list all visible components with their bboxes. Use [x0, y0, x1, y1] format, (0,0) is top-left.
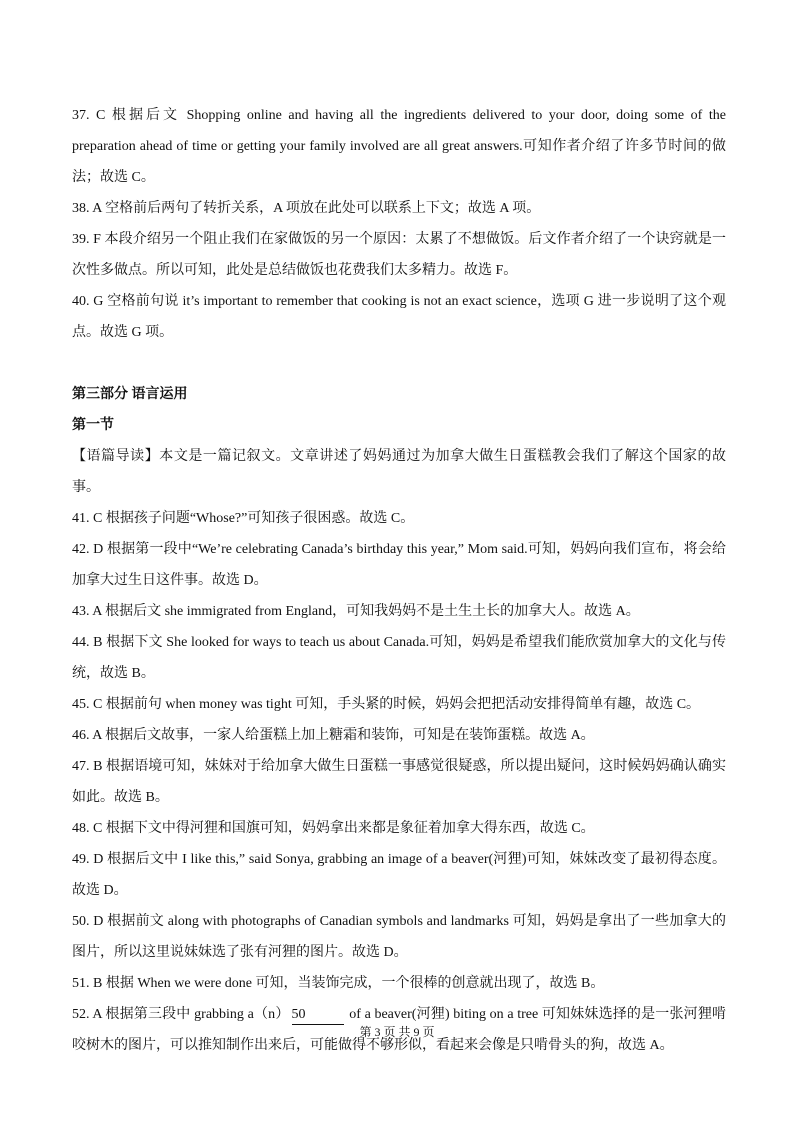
- answer-44: 44. B 根据下文 She looked for ways to teach us about Canada.可知，妈妈是希望我们能欣赏加拿大的文化与传统，故选 B。: [72, 635, 726, 681]
- page-content: [72, 100, 726, 1061]
- part-three-title: 第三部分 语言运用: [72, 387, 188, 402]
- answer-38: 38. A 空格前后两句了转折关系，A 项放在此处可以联系上下文；故选 A 项。: [72, 201, 541, 216]
- passage-guide: 【语篇导读】本文是一篇记叙文。文章讲述了妈妈通过为加拿大做生日蛋糕教会我们了解这个国家的故事。: [72, 449, 726, 495]
- section-gap: [72, 348, 726, 379]
- answer-52-rest: of a beaver(河狸) biting on a tree 可知妹妹选择的是一张河狸啃咬树木的图片，可以推知制作出来后，可能做得不够形似，看起来会像是只啃骨头的狗，故选 A。: [72, 1007, 727, 1053]
- answer-52-blank: 50: [292, 1006, 344, 1025]
- answer-46: 46. A 根据后文故事，一家人给蛋糕上加上糖霜和装饰，可知是在装饰蛋糕。故选 A。: [72, 728, 595, 743]
- answer-48: 48. C 根据下文中得河狸和国旗可知，妈妈拿出来都是象征着加拿大得东西，故选 C。: [72, 821, 595, 836]
- answer-40: 40. G 空格前句说 it’s important to remember that cooking is not an exact science，选项 G 进一步说明了这个观点。故选 G 项。: [72, 294, 726, 340]
- answer-50: 50. D 根据前文 along with photographs of Canadian symbols and landmarks 可知，妈妈是拿出了一些加拿大的图片，所以这里说妹妹选了张有河狸的图片。故选 D。: [72, 914, 726, 960]
- answer-45: 45. C 根据前句 when money was tight 可知，手头紧的时候，妈妈会把把活动安排得简单有趣，故选 C。: [72, 697, 701, 712]
- section-one-title: 第一节: [72, 418, 114, 433]
- answer-49: 49. D 根据后文中 I like this,” said Sonya, grabbing an image of a beaver(河狸)可知，妹妹改变了最初得态度。故选 D。: [72, 852, 726, 898]
- answer-39: 39. F 本段介绍另一个阻止我们在家做饭的另一个原因：太累了不想做饭。后文作者介绍了一个诀窍就是一次性多做点。所以可知，此处是总结做饭也花费我们太多精力。故选 F。: [72, 232, 726, 278]
- answer-43: 43. A 根据后文 she immigrated from England，可知我妈妈不是土生土长的加拿大人。故选 A。: [72, 604, 640, 619]
- page-number-footer: 第 3 页 共 9 页: [359, 1025, 435, 1039]
- answer-52-lead: 52. A 根据第三段中 grabbing a（n）: [72, 1007, 290, 1022]
- answer-37: 37. C 根据后文 Shopping online and having all the ingredients delivered to your door, doing some of the preparation ahead of time or getting your family involved are all great answers.可知作者介绍了许多节时间的做法；故选 C。: [72, 108, 726, 185]
- answer-51: 51. B 根据 When we were done 可知，当装饰完成，一个很棒的创意就出现了，故选 B。: [72, 976, 605, 991]
- answer-41: 41. C 根据孩子问题“Whose?”可知孩子很困惑。故选 C。: [72, 511, 415, 526]
- answer-47: 47. B 根据语境可知，妹妹对于给加拿大做生日蛋糕一事感觉很疑惑，所以提出疑问，这时候妈妈确认确实如此。故选 B。: [72, 759, 726, 805]
- answer-42: 42. D 根据第一段中“We’re celebrating Canada’s birthday this year,” Mom said.可知，妈妈向我们宣布，将会给加拿大过生日这件事。故选 D。: [72, 542, 726, 588]
